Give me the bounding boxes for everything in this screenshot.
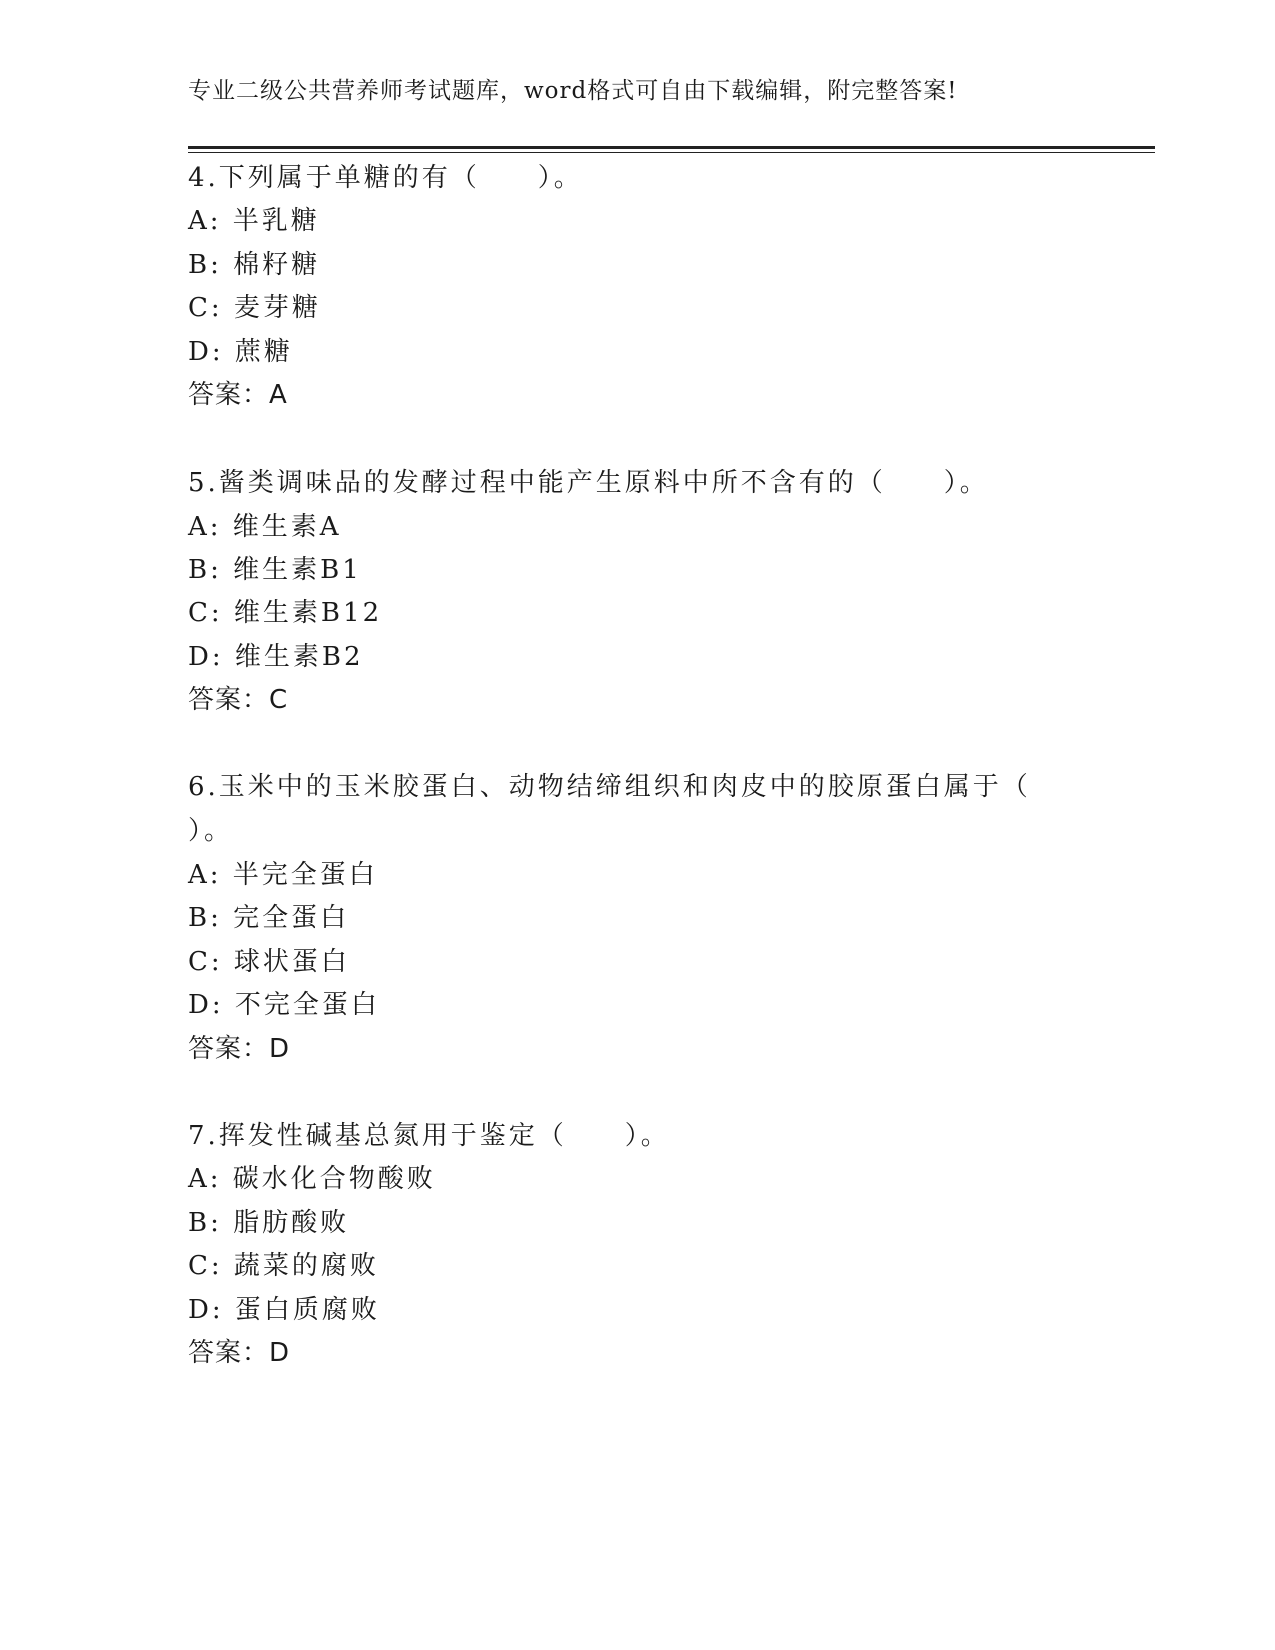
question-stem: 4.下列属于单糖的有（ ）。 bbox=[188, 163, 583, 193]
option-a: A: 半乳糖 bbox=[188, 206, 320, 236]
answer: 答案：A bbox=[188, 380, 288, 410]
answer: 答案：C bbox=[188, 685, 289, 715]
question-stem: 5.酱类调味品的发酵过程中能产生原料中所不含有的（ ）。 bbox=[188, 468, 989, 498]
question-stem-continued: ）。 bbox=[188, 816, 234, 846]
option-d: D: 蛋白质腐败 bbox=[188, 1295, 380, 1325]
option-d: D: 维生素B2 bbox=[188, 642, 364, 672]
answer: 答案：D bbox=[188, 1338, 291, 1368]
option-b: B: 维生素B1 bbox=[188, 555, 362, 585]
option-c: C: 蔬菜的腐败 bbox=[188, 1251, 379, 1281]
header-rule-thick bbox=[188, 146, 1155, 149]
option-a: A: 碳水化合物酸败 bbox=[188, 1164, 436, 1194]
question-stem: 7.挥发性碱基总氮用于鉴定（ ）。 bbox=[188, 1121, 670, 1151]
option-a: A: 维生素A bbox=[188, 512, 342, 542]
option-c: C: 维生素B12 bbox=[188, 598, 383, 628]
option-d: D: 不完全蛋白 bbox=[188, 990, 380, 1020]
option-b: B: 棉籽糖 bbox=[188, 250, 321, 280]
option-c: C: 麦芽糖 bbox=[188, 293, 321, 323]
header-rule-thin bbox=[188, 152, 1155, 153]
option-b: B: 脂肪酸败 bbox=[188, 1208, 350, 1238]
option-d: D: 蔗糖 bbox=[188, 337, 293, 367]
page-header: 专业二级公共营养师考试题库，word格式可自由下载编辑，附完整答案! bbox=[188, 78, 958, 104]
option-a: A: 半完全蛋白 bbox=[188, 860, 378, 890]
option-b: B: 完全蛋白 bbox=[188, 903, 350, 933]
answer: 答案：D bbox=[188, 1034, 291, 1064]
question-stem: 6.玉米中的玉米胶蛋白、动物结缔组织和肉皮中的胶原蛋白属于（ bbox=[188, 772, 1031, 802]
option-c: C: 球状蛋白 bbox=[188, 947, 350, 977]
